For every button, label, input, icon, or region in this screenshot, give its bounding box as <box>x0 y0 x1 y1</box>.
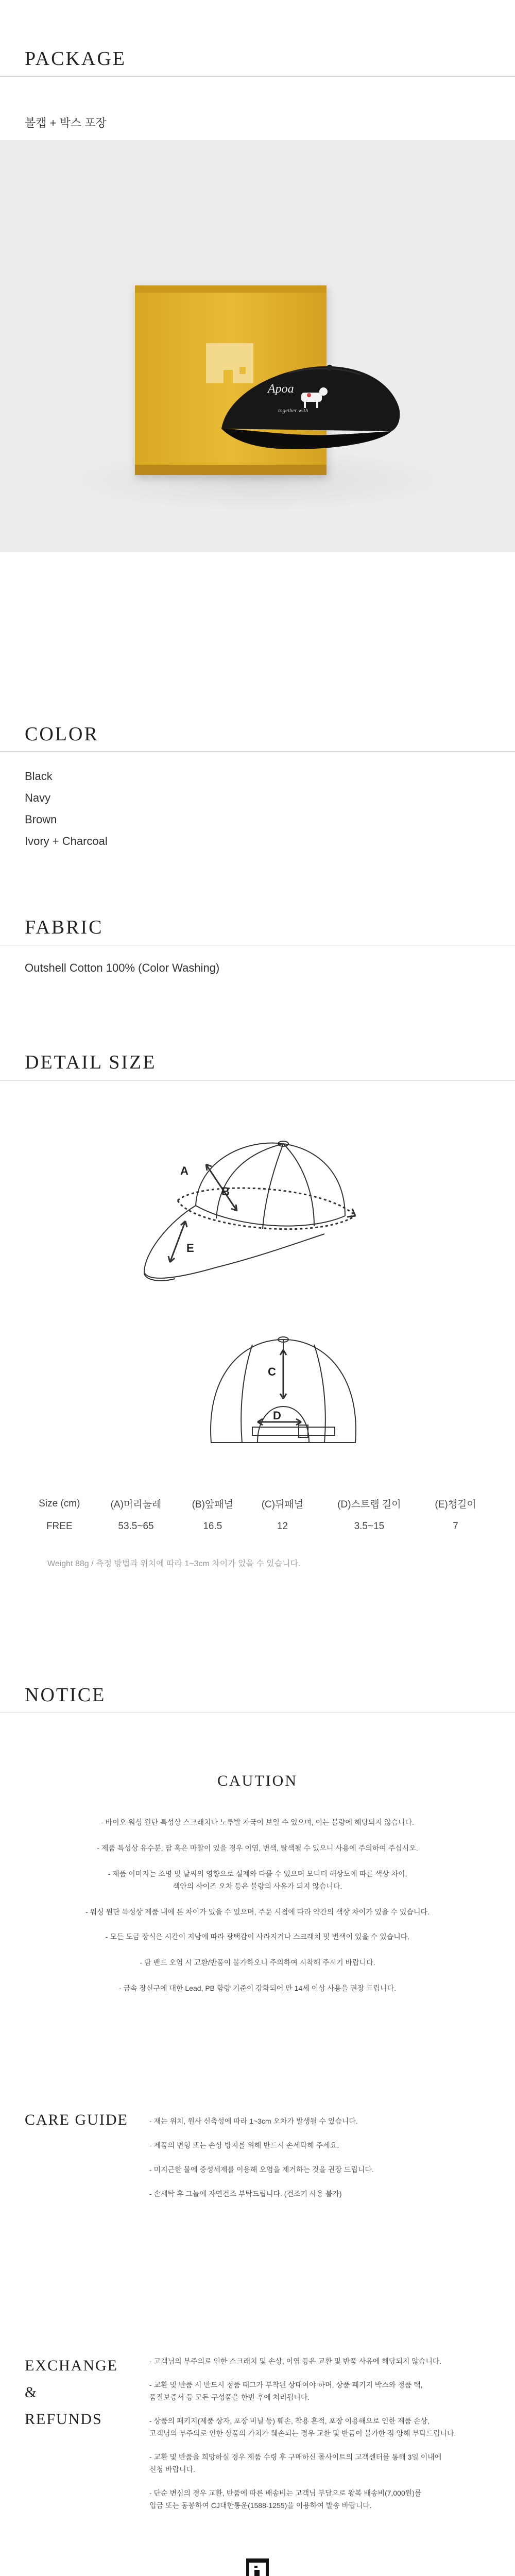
table-cell: FREE <box>46 1521 73 1532</box>
table-header: (B)앞패널 <box>192 1499 233 1510</box>
exchange-line: 품질보증서 등 모든 구성품을 한번 후에 처리됩니다. <box>149 2393 310 2401</box>
exchange-line: - 고객님의 부주의로 인한 스크래치 및 손상, 이염 등은 교환 및 반품 사유에 해당되지 않습니다. <box>149 2357 442 2365</box>
caution-title: CAUTION <box>217 1772 298 1789</box>
table-cell: 3.5~15 <box>354 1521 385 1532</box>
care-line: - 재는 위치, 원사 신축성에 따라 1~3cm 오차가 발생될 수 있습니다. <box>149 2117 358 2125</box>
table-cell: 53.5~65 <box>118 1521 154 1532</box>
exchange-title <box>25 2352 118 2433</box>
exchange-line: 입금 또는 동봉하여 CJ대한통운(1588-1255)을 이용하여 발송 바랍니다. <box>149 2501 372 2510</box>
table-header: Size (cm) <box>39 1498 80 1509</box>
brand-logo <box>246 2558 269 2576</box>
table-header: (E)챙길이 <box>435 1499 476 1510</box>
table-header: (D)스트랩 길이 <box>337 1499 401 1510</box>
table-header: (C)뒤패널 <box>261 1499 304 1510</box>
color-title: COLOR <box>25 723 99 745</box>
exchange-line: 신청 바랍니다. <box>149 2465 195 2473</box>
divider <box>0 1080 515 1081</box>
color-item-brown: Brown <box>25 813 57 826</box>
exchange-line: - 상품의 패키지(제품 상자, 포장 비닐 등) 훼손, 착용 흔적, 포장 이용해으로 인한 제품 손상, <box>149 2417 430 2425</box>
color-item-black: Black <box>25 770 53 783</box>
care-guide-title: CARE GUIDE <box>25 2111 128 2128</box>
table-cell: 12 <box>277 1521 288 1532</box>
exchange-line: - 교환 및 반품 시 반드시 정품 태그가 부착된 상태여야 하며, 상품 패키지 박스와 정품 택, <box>149 2381 423 2389</box>
detail-size-title: DETAIL SIZE <box>25 1052 157 1073</box>
care-line: - 손세탁 후 그늘에 자연건조 부탁드립니다. (건조기 사용 불가) <box>149 2190 342 2198</box>
exchange-title-line: REFUNDS <box>25 2411 102 2428</box>
color-item-navy: Navy <box>25 791 51 804</box>
table-header: (A)머리둘레 <box>110 1499 162 1510</box>
cap-size-diagram <box>129 1118 386 1489</box>
divider <box>0 751 515 752</box>
label-a: A <box>180 1164 188 1177</box>
exchange-line: - 단순 변심의 경우 교환, 반품에 따른 배송비는 고객님 부담으로 왕복 배송비(7,000원)를 <box>149 2489 422 2497</box>
table-row <box>25 1516 490 1537</box>
size-table <box>25 1492 490 1537</box>
notice-line: - 모든 도금 장식은 시간이 지남에 따라 광택감이 사라지거나 스크래치 및 변색이 있을 수 있습니다. <box>105 1933 410 1941</box>
fabric-title: FABRIC <box>25 917 104 938</box>
label-e: E <box>186 1242 194 1255</box>
exchange-title-line: & <box>25 2384 38 2401</box>
box-and-cap-image <box>0 140 515 552</box>
pa-logo-icon <box>246 2558 269 2576</box>
package-subtitle: 볼캡 + 박스 포장 <box>25 116 107 129</box>
exchange-line: - 교환 및 반품을 희망하실 경우 제품 수령 후 구매하신 몰사이트의 고객센터를 통해 3일 이내에 <box>149 2453 442 2461</box>
notice-line: - 제품 이미지는 조명 및 날씨의 영향으로 실제와 다를 수 있으며 모니터 해상도에 따른 색상 차이, <box>108 1870 407 1878</box>
notice-line: - 금속 장신구에 대한 Lead, PB 함량 기준이 강화되어 만 14세 이상 사용을 권장 드립니다. <box>118 1984 396 1992</box>
size-note: Weight 88g / 측정 방법과 위치에 따라 1~3cm 차이가 있을 수 있습니다. <box>47 1560 301 1568</box>
notice-line: - 바이오 워싱 원단 특성상 스크래치나 노루발 자국이 보일 수 있으며, 이는 불량에 해당되지 않습니다. <box>101 1818 414 1826</box>
care-line: - 미지근한 물에 중성세제를 이용해 오염을 제거하는 것을 권장 드립니다. <box>149 2165 374 2174</box>
notice-title: NOTICE <box>25 1684 106 1706</box>
notice-line: - 제품 특성상 유수분, 땀 혹은 마찰이 있을 경우 이염, 변색, 탈색될 수 있으니 사용에 주의하여 주십시오. <box>97 1844 418 1852</box>
notice-line: - 워싱 원단 특성상 제품 내에 톤 차이가 있을 수 있으며, 주문 시점에 따라 약간의 색상 차이가 있을 수 있습니다. <box>85 1908 430 1916</box>
notice-line: 색안의 사이즈 오차 등은 불량의 사유가 되지 않습니다. <box>173 1882 342 1890</box>
fabric-text: Outshell Cotton 100% (Color Washing) <box>25 961 220 974</box>
label-b: B <box>221 1185 230 1198</box>
table-cell: 7 <box>453 1521 458 1532</box>
color-item-ivory-charcoal: Ivory + Charcoal <box>25 835 108 848</box>
package-photo <box>0 140 515 552</box>
label-c: C <box>268 1365 276 1378</box>
exchange-line: 고객님의 부주의로 인한 상품의 가치가 훼손되는 경우 교환 및 반품이 불가한 점 양해 부탁드립니다. <box>149 2429 456 2437</box>
exchange-title-line: EXCHANGE <box>25 2357 118 2374</box>
svg-text:Apoa: Apoa <box>268 382 294 396</box>
table-cell: 16.5 <box>203 1521 222 1532</box>
label-d: D <box>273 1409 281 1422</box>
notice-line: - 땀 밴드 오염 시 교환/반품이 불가하오니 주의하여 시착해 주시기 바랍니다. <box>140 1958 375 1967</box>
care-line: - 제품의 변형 또는 손상 방지를 위해 반드시 손세탁해 주세요. <box>149 2141 339 2149</box>
package-title: PACKAGE <box>25 48 126 70</box>
svg-text:together with: together with <box>278 408 308 414</box>
table-header-row <box>25 1492 490 1516</box>
divider <box>0 76 515 77</box>
